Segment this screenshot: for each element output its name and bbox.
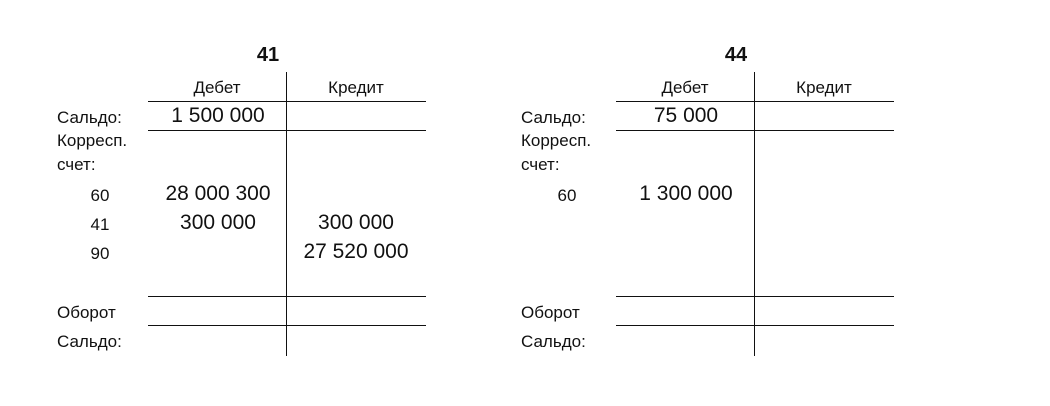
turnover-label: Оборот [57, 303, 116, 322]
turnover-bottom-rule [616, 325, 894, 326]
header-rule [148, 101, 426, 102]
t-account-44 [520, 0, 940, 406]
opening-balance-rule [616, 130, 894, 131]
closing-balance-label: Сальдо: [521, 332, 586, 351]
corr-account-label-line1: Корресп. [57, 131, 128, 150]
corr-account-number: 90 [90, 244, 110, 263]
credit-entry: 300 000 [318, 211, 394, 234]
corr-account-number: 60 [90, 186, 110, 205]
debit-entry: 28 000 300 [165, 182, 271, 205]
account-number: 41 [256, 44, 280, 66]
corr-account-label-line2: счет: [57, 155, 96, 174]
corr-account-label-line1: Корресп. [521, 131, 592, 150]
opening-debit-value: 1 500 000 [171, 104, 265, 127]
turnover-bottom-rule [148, 325, 426, 326]
credit-entry: 27 520 000 [303, 240, 409, 263]
corr-account-number: 60 [557, 186, 577, 205]
debit-header: Дебет [193, 78, 241, 97]
opening-balance-rule [148, 130, 426, 131]
header-rule [616, 101, 894, 102]
debit-header: Дебет [661, 78, 709, 97]
corr-account-label-line2: счет: [521, 155, 560, 174]
turnover-top-rule [616, 296, 894, 297]
account-number: 44 [724, 44, 748, 66]
opening-debit-value: 75 000 [653, 104, 719, 127]
t-account-41 [55, 0, 475, 406]
opening-balance-label: Сальдо: [57, 108, 122, 127]
debit-entry: 300 000 [180, 211, 256, 234]
credit-header: Кредит [328, 78, 384, 97]
opening-balance-label: Сальдо: [521, 108, 586, 127]
turnover-top-rule [148, 296, 426, 297]
debit-entry: 1 300 000 [639, 182, 733, 205]
corr-account-number: 41 [90, 215, 110, 234]
credit-header: Кредит [796, 78, 852, 97]
closing-balance-label: Сальдо: [57, 332, 122, 351]
turnover-label: Оборот [521, 303, 580, 322]
